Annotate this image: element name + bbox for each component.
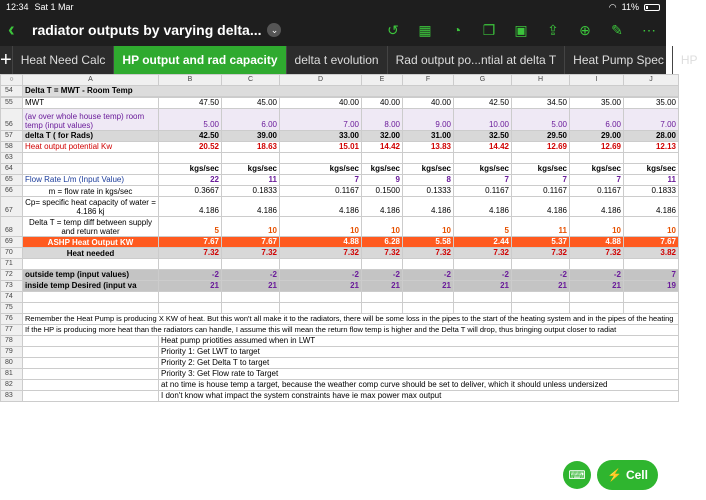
table-cell[interactable]: 7.67 xyxy=(222,237,280,248)
table-cell[interactable]: 40.00 xyxy=(280,98,362,109)
table-cell[interactable]: 10 xyxy=(362,217,403,237)
table-cell[interactable]: m = flow rate in kgs/sec xyxy=(23,186,159,197)
table-cell[interactable] xyxy=(280,303,362,314)
table-cell[interactable]: 42.50 xyxy=(454,98,512,109)
table-cell[interactable]: 31.00 xyxy=(403,131,454,142)
table-cell[interactable] xyxy=(624,303,679,314)
table-cell[interactable] xyxy=(159,303,222,314)
table-cell[interactable]: kgs/sec xyxy=(624,164,679,175)
table-cell[interactable]: 4.186 xyxy=(570,197,624,217)
row-header[interactable]: 81 xyxy=(1,369,23,380)
table-cell[interactable]: Heat needed xyxy=(23,248,159,259)
column-header[interactable]: C xyxy=(222,75,280,86)
table-cell[interactable]: 7.67 xyxy=(624,237,679,248)
table-cell[interactable]: 8.00 xyxy=(362,109,403,131)
table-cell[interactable]: -2 xyxy=(159,270,222,281)
row-header[interactable]: 64 xyxy=(1,164,23,175)
column-header[interactable]: F xyxy=(403,75,454,86)
table-cell[interactable]: 7.32 xyxy=(512,248,570,259)
table-cell[interactable]: 7 xyxy=(570,175,624,186)
table-cell[interactable]: 5 xyxy=(454,217,512,237)
table-cell[interactable]: Remember the Heat Pump is producing X KW of heat. But this won't all make it to the radiators, there will be some loss in the pipes to the start of the heating system and in the pipes of the heating xyxy=(23,314,679,325)
table-row xyxy=(1,86,679,97)
table-cell[interactable] xyxy=(23,347,159,358)
status-date: Sat 1 Mar xyxy=(34,2,74,12)
row-header[interactable]: 75 xyxy=(1,303,23,314)
table-cell[interactable]: 0.3667 xyxy=(159,186,222,197)
table-cell[interactable]: 14.42 xyxy=(454,142,512,153)
table-cell[interactable]: 34.50 xyxy=(512,98,570,109)
table-cell[interactable] xyxy=(23,164,159,175)
table-cell[interactable]: 0.1833 xyxy=(624,186,679,197)
table-row xyxy=(1,164,679,175)
table-cell[interactable]: 21 xyxy=(280,281,362,292)
table-cell[interactable]: If the HP is producing more heat than the radiators can handle, I assume this will mean the return flow temp is higher and the Delta T will drop, thus bringing output closer to radiat xyxy=(23,325,679,336)
table-cell[interactable]: 29.00 xyxy=(570,131,624,142)
row-header[interactable]: 82 xyxy=(1,380,23,391)
table-cell[interactable]: ASHP Heat Output KW xyxy=(23,237,159,248)
table-cell[interactable]: 4.186 xyxy=(280,197,362,217)
table-cell[interactable]: 12.69 xyxy=(570,142,624,153)
table-cell[interactable] xyxy=(23,369,159,380)
table-cell[interactable]: 4.186 xyxy=(512,197,570,217)
table-cell[interactable]: 8 xyxy=(403,175,454,186)
table-cell[interactable]: 21 xyxy=(159,281,222,292)
table-cell[interactable]: -2 xyxy=(570,270,624,281)
table-cell[interactable]: 7.32 xyxy=(403,248,454,259)
row-header[interactable]: 57 xyxy=(1,131,23,142)
table-cell[interactable]: 10 xyxy=(222,217,280,237)
table-row xyxy=(1,186,679,197)
table-row xyxy=(1,380,679,391)
table-row xyxy=(1,325,679,336)
table-cell[interactable] xyxy=(159,292,222,303)
table-cell[interactable] xyxy=(624,292,679,303)
table-cell[interactable]: 7.32 xyxy=(362,248,403,259)
table-row xyxy=(1,131,679,142)
table-cell[interactable]: I don't know what impact the system constraints have ie max power max output xyxy=(159,391,679,402)
status-time: 12:34 xyxy=(6,2,29,12)
table-cell[interactable] xyxy=(23,391,159,402)
table-row xyxy=(1,248,679,259)
table-cell[interactable]: 22 xyxy=(159,175,222,186)
table-cell[interactable]: (av over whole house temp) room temp (input values) xyxy=(23,109,159,131)
table-cell[interactable]: outside temp (input values) xyxy=(23,270,159,281)
media-icon[interactable]: ▣ xyxy=(514,21,528,38)
table-cell[interactable] xyxy=(512,292,570,303)
table-cell[interactable]: 40.00 xyxy=(362,98,403,109)
table-cell[interactable]: 4.186 xyxy=(624,197,679,217)
table-cell[interactable]: 4.186 xyxy=(222,197,280,217)
table-cell[interactable]: 29.50 xyxy=(512,131,570,142)
table-cell[interactable]: 7 xyxy=(280,175,362,186)
table-cell[interactable] xyxy=(23,336,159,347)
table-cell[interactable]: 10 xyxy=(280,217,362,237)
table-cell[interactable] xyxy=(512,153,570,164)
column-header[interactable]: G xyxy=(454,75,512,86)
table-cell[interactable]: at no time is house temp a target, because the weather comp curve should be set to deliver, which it should unless undersized xyxy=(159,380,679,391)
table-cell[interactable]: 0.1167 xyxy=(512,186,570,197)
table-cell[interactable]: 4.88 xyxy=(570,237,624,248)
column-header[interactable]: H xyxy=(512,75,570,86)
table-cell[interactable]: 40.00 xyxy=(403,98,454,109)
table-cell[interactable]: 42.50 xyxy=(159,131,222,142)
tab-hp-output[interactable]: HP output and rad capacity xyxy=(113,46,285,74)
table-cell[interactable] xyxy=(159,259,222,270)
table-cell[interactable]: 0.1167 xyxy=(280,186,362,197)
table-cell[interactable] xyxy=(512,259,570,270)
table-row xyxy=(1,281,679,292)
row-header[interactable]: 69 xyxy=(1,237,23,248)
table-row xyxy=(1,336,679,347)
table-cell[interactable] xyxy=(624,259,679,270)
table-cell[interactable]: 6.00 xyxy=(570,109,624,131)
table-cell[interactable] xyxy=(23,153,159,164)
table-cell[interactable]: 7.32 xyxy=(280,248,362,259)
table-row xyxy=(1,391,679,402)
table-row xyxy=(1,142,679,153)
table-cell[interactable] xyxy=(454,292,512,303)
row-header[interactable]: 83 xyxy=(1,391,23,402)
table-cell[interactable]: 0.1167 xyxy=(570,186,624,197)
table-cell[interactable] xyxy=(23,303,159,314)
table-cell[interactable]: 21 xyxy=(222,281,280,292)
add-sheet-icon[interactable]: + xyxy=(0,48,12,71)
table-cell[interactable]: kgs/sec xyxy=(454,164,512,175)
table-row xyxy=(1,303,679,314)
table-cell[interactable]: 4.186 xyxy=(362,197,403,217)
keyboard-icon: ⌨ xyxy=(568,468,586,482)
column-header[interactable]: J xyxy=(624,75,679,86)
table-cell[interactable]: kgs/sec xyxy=(222,164,280,175)
table-cell[interactable]: 35.00 xyxy=(570,98,624,109)
table-cell[interactable]: MWT xyxy=(23,98,159,109)
tab-delta-t-evolution[interactable]: delta t evolution xyxy=(286,46,387,74)
row-header[interactable]: 74 xyxy=(1,292,23,303)
table-cell[interactable]: 7.67 xyxy=(159,237,222,248)
table-cell[interactable]: 39.00 xyxy=(222,131,280,142)
table-cell[interactable]: 11 xyxy=(512,217,570,237)
table-cell[interactable]: -2 xyxy=(362,270,403,281)
table-cell[interactable] xyxy=(624,153,679,164)
table-cell[interactable]: 11 xyxy=(624,175,679,186)
chevron-down-icon[interactable]: ⌄ xyxy=(267,23,281,37)
row-header[interactable]: 78 xyxy=(1,336,23,347)
table-cell[interactable]: -2 xyxy=(454,270,512,281)
table-cell[interactable]: Flow Rate L/m (Input Value) xyxy=(23,175,159,186)
table-cell[interactable]: kgs/sec xyxy=(403,164,454,175)
table-cell[interactable]: 7.32 xyxy=(222,248,280,259)
battery-text: 11% xyxy=(621,2,639,12)
table-cell[interactable]: 7.32 xyxy=(454,248,512,259)
table-cell[interactable]: 0.1833 xyxy=(222,186,280,197)
table-cell[interactable] xyxy=(570,292,624,303)
table-cell[interactable]: 5.58 xyxy=(403,237,454,248)
table-cell[interactable]: 18.63 xyxy=(222,142,280,153)
table-cell[interactable]: Delta T = temp diff between supply and return water xyxy=(23,217,159,237)
table-cell[interactable]: kgs/sec xyxy=(362,164,403,175)
table-cell[interactable] xyxy=(362,153,403,164)
table-cell[interactable]: 14.42 xyxy=(362,142,403,153)
table-cell[interactable]: 12.69 xyxy=(512,142,570,153)
table-row xyxy=(1,98,679,109)
table-cell[interactable]: 2.44 xyxy=(454,237,512,248)
table-row xyxy=(1,237,679,248)
table-cell[interactable]: 11 xyxy=(222,175,280,186)
table-cell[interactable]: 21 xyxy=(570,281,624,292)
row-header[interactable]: 66 xyxy=(1,186,23,197)
table-cell[interactable]: -2 xyxy=(222,270,280,281)
column-header[interactable]: B xyxy=(159,75,222,86)
column-header[interactable]: A xyxy=(23,75,159,86)
table-cell[interactable]: 20.52 xyxy=(159,142,222,153)
table-cell[interactable]: kgs/sec xyxy=(570,164,624,175)
table-cell[interactable] xyxy=(23,259,159,270)
table-cell[interactable] xyxy=(362,303,403,314)
table-row xyxy=(1,358,679,369)
table-cell[interactable]: 12.13 xyxy=(624,142,679,153)
table-row xyxy=(1,314,679,325)
wifi-icon: ◠ xyxy=(608,1,617,12)
more-icon[interactable]: ⋯ xyxy=(642,21,656,38)
battery-icon xyxy=(644,4,660,11)
bolt-icon: ⚡ xyxy=(607,468,622,482)
row-header[interactable]: 58 xyxy=(1,142,23,153)
table-cell[interactable]: 7.00 xyxy=(280,109,362,131)
table-cell[interactable]: 7.32 xyxy=(159,248,222,259)
column-header-row xyxy=(1,75,679,86)
table-cell[interactable]: 35.00 xyxy=(624,98,679,109)
row-header[interactable]: 56 xyxy=(1,109,23,131)
table-cell[interactable] xyxy=(222,259,280,270)
table-row xyxy=(1,109,679,131)
table-cell[interactable] xyxy=(362,292,403,303)
cell-button-label: Cell xyxy=(625,468,648,482)
table-row xyxy=(1,369,679,380)
table-cell[interactable] xyxy=(570,153,624,164)
table-cell[interactable]: 28.00 xyxy=(624,131,679,142)
table-cell[interactable] xyxy=(23,380,159,391)
table-cell[interactable]: 15.01 xyxy=(280,142,362,153)
table-cell[interactable] xyxy=(362,259,403,270)
table-cell[interactable]: 5.00 xyxy=(512,109,570,131)
table-cell[interactable] xyxy=(222,303,280,314)
keyboard-button[interactable] xyxy=(563,461,591,489)
table-cell[interactable]: 5.37 xyxy=(512,237,570,248)
table-cell[interactable]: inside temp Desired (input va xyxy=(23,281,159,292)
format-brush-icon[interactable]: ✎ xyxy=(611,21,623,38)
table-cell[interactable]: 21 xyxy=(454,281,512,292)
table-cell[interactable]: 33.00 xyxy=(280,131,362,142)
chart-icon[interactable]: ◔ xyxy=(452,22,462,38)
row-header[interactable]: 54 xyxy=(1,86,23,97)
sheet-tabs xyxy=(0,46,698,74)
table-row xyxy=(1,153,679,164)
table-cell[interactable]: 3.82 xyxy=(624,248,679,259)
table-cell[interactable] xyxy=(23,292,159,303)
table-cell[interactable]: 21 xyxy=(512,281,570,292)
table-cell[interactable]: 10 xyxy=(624,217,679,237)
column-header[interactable]: D xyxy=(280,75,362,86)
table-cell[interactable] xyxy=(222,153,280,164)
select-all-corner[interactable]: ○ xyxy=(1,75,23,86)
table-cell[interactable]: 0.1333 xyxy=(403,186,454,197)
row-header[interactable]: 71 xyxy=(1,259,23,270)
collaborate-icon[interactable]: ⊕ xyxy=(579,21,591,38)
row-header[interactable]: 65 xyxy=(1,175,23,186)
table-icon[interactable]: ▦ xyxy=(418,21,432,38)
table-cell[interactable]: 47.50 xyxy=(159,98,222,109)
table-cell[interactable]: 5.00 xyxy=(159,109,222,131)
table-cell[interactable]: delta T ( for Rads) xyxy=(23,131,159,142)
table-cell[interactable] xyxy=(454,303,512,314)
table-cell[interactable]: 9 xyxy=(362,175,403,186)
table-cell[interactable]: kgs/sec xyxy=(280,164,362,175)
table-cell[interactable]: 0.1167 xyxy=(454,186,512,197)
row-header[interactable]: 80 xyxy=(1,358,23,369)
table-cell[interactable]: 5 xyxy=(159,217,222,237)
row-header[interactable]: 72 xyxy=(1,270,23,281)
row-header[interactable]: 70 xyxy=(1,248,23,259)
table-cell[interactable]: 7 xyxy=(512,175,570,186)
table-cell[interactable]: Heat pump priotities assumed when in LWT xyxy=(159,336,679,347)
table-cell[interactable]: 7 xyxy=(624,270,679,281)
column-header[interactable]: I xyxy=(570,75,624,86)
table-cell[interactable] xyxy=(454,259,512,270)
table-row xyxy=(1,292,679,303)
table-cell[interactable]: 10.00 xyxy=(454,109,512,131)
table-cell[interactable]: 0.1500 xyxy=(362,186,403,197)
table-cell[interactable]: 10 xyxy=(570,217,624,237)
table-cell[interactable]: Heat output potential Kw xyxy=(23,142,159,153)
table-cell[interactable]: 21 xyxy=(362,281,403,292)
table-cell[interactable] xyxy=(280,153,362,164)
row-header[interactable]: 55 xyxy=(1,98,23,109)
table-row xyxy=(1,259,679,270)
document-title[interactable]: radiator outputs by varying delta... xyxy=(32,22,262,38)
status-bar xyxy=(0,0,666,14)
table-cell[interactable] xyxy=(280,259,362,270)
undo-icon[interactable]: ↺ xyxy=(387,21,399,38)
spreadsheet-grid[interactable] xyxy=(0,74,676,500)
row-header[interactable]: 67 xyxy=(1,197,23,217)
table-cell[interactable] xyxy=(403,292,454,303)
share-icon[interactable]: ⇪ xyxy=(547,21,559,38)
table-row xyxy=(1,347,679,358)
row-header[interactable]: 73 xyxy=(1,281,23,292)
row-header[interactable]: 76 xyxy=(1,314,23,325)
table-cell[interactable]: 6.28 xyxy=(362,237,403,248)
row-header[interactable]: 79 xyxy=(1,347,23,358)
table-cell[interactable] xyxy=(570,303,624,314)
back-chevron-icon[interactable]: ‹ xyxy=(8,18,15,41)
table-cell[interactable]: 7.32 xyxy=(570,248,624,259)
toolbar xyxy=(0,14,666,46)
table-row xyxy=(1,197,679,217)
tab-heat-pump-spec[interactable]: Heat Pump Spec xyxy=(564,46,672,74)
row-header[interactable]: 77 xyxy=(1,325,23,336)
table-cell[interactable]: 7.00 xyxy=(624,109,679,131)
table-cell[interactable]: 13.83 xyxy=(403,142,454,153)
cell-button[interactable] xyxy=(597,460,658,490)
table-cell[interactable]: Priority 3: Get Flow rate to Target xyxy=(159,369,679,380)
table-cell[interactable]: Priority 2: Get Delta T to target xyxy=(159,358,679,369)
table-cell[interactable]: -2 xyxy=(403,270,454,281)
row-header[interactable]: 63 xyxy=(1,153,23,164)
table-cell[interactable] xyxy=(403,259,454,270)
table-cell[interactable]: 21 xyxy=(403,281,454,292)
table-cell[interactable]: 9.00 xyxy=(403,109,454,131)
row-header[interactable]: 68 xyxy=(1,217,23,237)
table-cell[interactable]: 4.186 xyxy=(403,197,454,217)
table-cell[interactable] xyxy=(454,153,512,164)
table-row xyxy=(1,217,679,237)
table-cell[interactable]: 7 xyxy=(454,175,512,186)
tab-hp[interactable]: HP xyxy=(672,46,706,74)
shapes-icon[interactable]: ❐ xyxy=(482,21,496,38)
table-cell[interactable]: Cp= specific heat capacity of water = 4.186 kj xyxy=(23,197,159,217)
table-cell[interactable] xyxy=(512,303,570,314)
table-cell[interactable] xyxy=(403,303,454,314)
table-cell[interactable]: 45.00 xyxy=(222,98,280,109)
table-cell[interactable]: 19 xyxy=(624,281,679,292)
table-cell[interactable] xyxy=(222,292,280,303)
table-cell[interactable]: kgs/sec xyxy=(159,164,222,175)
table-cell[interactable]: -2 xyxy=(280,270,362,281)
column-header[interactable]: E xyxy=(362,75,403,86)
tab-rad-output[interactable]: Rad output po...ntial at delta T xyxy=(387,46,565,74)
table-cell[interactable] xyxy=(570,259,624,270)
table-cell[interactable]: 6.00 xyxy=(222,109,280,131)
table-cell[interactable]: Priority 1: Get LWT to target xyxy=(159,347,679,358)
table-cell[interactable]: 4.88 xyxy=(280,237,362,248)
table-cell[interactable]: 10 xyxy=(403,217,454,237)
table-cell[interactable]: 32.50 xyxy=(454,131,512,142)
table-cell[interactable]: -2 xyxy=(512,270,570,281)
table-cell[interactable] xyxy=(23,358,159,369)
table-cell[interactable] xyxy=(403,153,454,164)
table-row xyxy=(1,270,679,281)
table-cell[interactable]: 4.186 xyxy=(159,197,222,217)
table-cell[interactable] xyxy=(159,153,222,164)
table-cell[interactable]: 32.00 xyxy=(362,131,403,142)
table-cell[interactable]: 4.186 xyxy=(454,197,512,217)
tab-heat-need-calc[interactable]: Heat Need Calc xyxy=(12,46,114,74)
table-cell[interactable]: kgs/sec xyxy=(512,164,570,175)
table-cell[interactable] xyxy=(280,292,362,303)
table-row xyxy=(1,175,679,186)
table-cell[interactable]: Delta T = MWT - Room Temp xyxy=(23,86,679,97)
